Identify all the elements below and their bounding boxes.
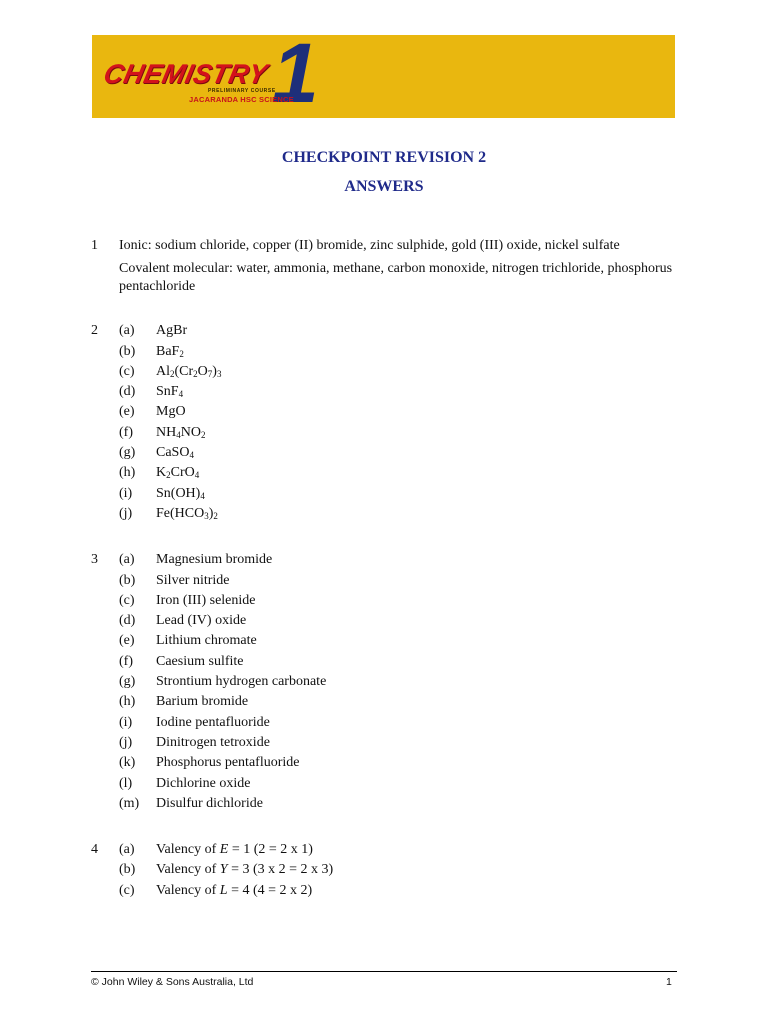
item-label: (l) [119, 775, 133, 791]
name-item [91, 733, 691, 753]
answers-content [91, 236, 691, 901]
item-label: (m) [119, 795, 140, 811]
compound-name: Strontium hydrogen carbonate [156, 674, 327, 690]
item-label: (f) [119, 424, 133, 440]
header-banner [92, 26, 675, 120]
question-number: 1 [91, 238, 98, 253]
item-label: (g) [119, 445, 136, 461]
covalent-answer: Covalent molecular: water, ammonia, methane, carbon monoxide, nitrogen trichloride, phosphorus pentachloride [119, 261, 673, 294]
question-1 [91, 236, 691, 295]
item-label: (d) [119, 613, 136, 629]
page-subtitle: ANSWERS [344, 178, 424, 195]
valency-item [91, 860, 691, 880]
valency-item [91, 840, 691, 860]
formula-text: $K_2CrO_4$ [156, 465, 200, 481]
item-label: (e) [119, 633, 135, 649]
formula-text: AgBr [156, 323, 188, 339]
formula-text: SnF$_4$ [156, 384, 184, 400]
formula-item [91, 484, 691, 504]
item-label: (a) [119, 842, 135, 858]
item-label: (e) [119, 404, 135, 420]
item-label: (i) [119, 714, 133, 730]
item-label: (g) [119, 674, 136, 690]
name-item [91, 753, 691, 773]
item-label: (a) [119, 323, 135, 339]
compound-name: Barium bromide [156, 694, 249, 710]
logo-word: CHEMISTRY [100, 59, 271, 89]
question-number: 4 [91, 842, 98, 858]
compound-name: Dinitrogen tetroxide [156, 734, 270, 750]
logo-course: PRELIMINARY COURSE [208, 88, 276, 94]
compound-name: Phosphorus pentafluoride [156, 755, 300, 771]
name-item [91, 672, 691, 692]
question-number: 2 [91, 323, 98, 339]
item-label: (i) [119, 485, 133, 501]
question-3 [91, 550, 691, 814]
ionic-answer: Ionic: sodium chloride, copper (II) bromide, zinc sulphide, gold (III) oxide, nickel sulfate [119, 238, 620, 253]
formula-item [91, 382, 691, 402]
name-item [91, 571, 691, 591]
item-label: (c) [119, 882, 135, 898]
formula-text: $Sn(OH)_4$ [156, 485, 205, 501]
logo-number: 1 [272, 26, 319, 120]
compound-name: Dichlorine oxide [156, 775, 251, 791]
item-label: (f) [119, 653, 133, 669]
chemistry-logo [100, 26, 319, 120]
footer-page-number: 1 [666, 976, 672, 988]
name-item [91, 591, 691, 611]
formula-item [91, 504, 691, 524]
formula-item [91, 362, 691, 382]
item-label: (a) [119, 552, 135, 568]
compound-name: Silver nitride [156, 572, 230, 588]
formula-text: BaF$_2$ [156, 343, 184, 359]
formula-item [91, 342, 691, 362]
item-label: (d) [119, 384, 136, 400]
item-label: (k) [119, 755, 136, 771]
compound-name: Magnesium bromide [156, 552, 273, 568]
formula-item [91, 463, 691, 483]
name-item [91, 774, 691, 794]
page-title: CHECKPOINT REVISION 2 [281, 149, 487, 166]
valency-item [91, 881, 691, 901]
valency-text: Valency of Y = 3 (3 x 2 = 2 x 3) [156, 862, 334, 878]
formula-item [91, 402, 691, 422]
compound-name: Iodine pentafluoride [156, 714, 270, 730]
question-4 [91, 840, 691, 901]
formula-text: $Al_2(Cr_2O_7)_3$ [156, 363, 222, 379]
compound-name: Caesium sulfite [156, 653, 244, 669]
item-label: (c) [119, 592, 135, 608]
compound-name: Lithium chromate [156, 633, 257, 649]
item-label: (h) [119, 694, 136, 710]
footer-copyright: © John Wiley & Sons Australia, Ltd [91, 976, 254, 988]
footer-divider [91, 971, 677, 972]
compound-name: Disulfur dichloride [156, 795, 263, 811]
compound-name: Lead (IV) oxide [156, 613, 247, 629]
name-item [91, 550, 691, 570]
formula-item [91, 423, 691, 443]
item-label: (b) [119, 862, 136, 878]
item-label: (c) [119, 363, 135, 379]
question-2 [91, 321, 691, 524]
name-item [91, 652, 691, 672]
valency-text: Valency of E = 1 (2 = 2 x 1) [156, 842, 313, 858]
name-item [91, 611, 691, 631]
formula-item [91, 443, 691, 463]
name-item [91, 713, 691, 733]
item-label: (b) [119, 343, 136, 359]
formula-text: MgO [156, 404, 186, 420]
question-number: 3 [91, 552, 98, 568]
formula-text: $NH_4NO_2$ [156, 424, 206, 440]
item-label: (j) [119, 505, 133, 521]
valency-text: Valency of L = 4 (4 = 2 x 2) [156, 882, 313, 898]
logo-series: JACARANDA HSC SCIENCE [189, 95, 294, 104]
item-label: (h) [119, 465, 136, 481]
formula-text: $Fe(HCO_3)_2$ [156, 505, 218, 521]
name-item [91, 692, 691, 712]
item-label: (j) [119, 734, 133, 750]
name-item [91, 631, 691, 651]
formula-text: CaSO$_4$ [156, 445, 194, 461]
formula-item [91, 321, 691, 341]
compound-name: Iron (III) selenide [156, 592, 256, 608]
item-label: (b) [119, 572, 136, 588]
name-item [91, 794, 691, 814]
